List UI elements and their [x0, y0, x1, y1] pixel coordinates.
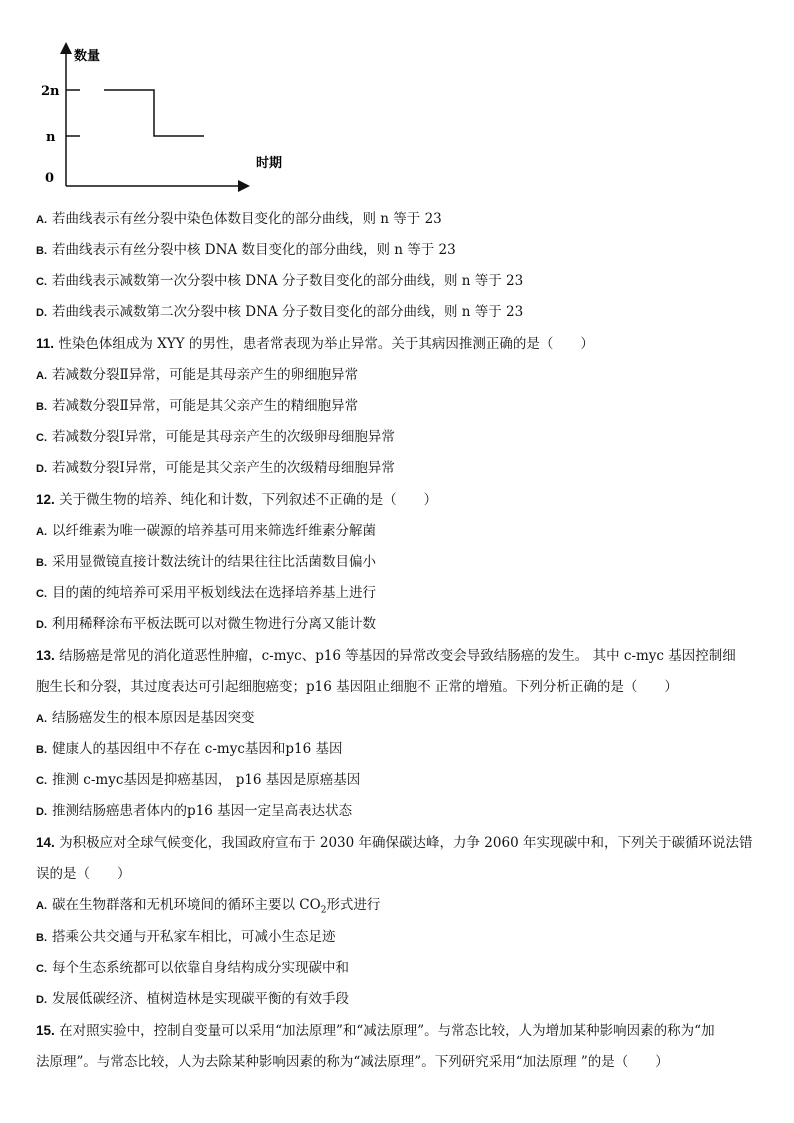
q10-option-d: D. 若曲线表示减数第二次分裂中核 DNA 分子数目变化的部分曲线，则 n 等于 23: [36, 304, 524, 320]
q10-option-a: A. 若曲线表示有丝分裂中染色体数目变化的部分曲线，则 n 等于 23: [36, 211, 442, 227]
q12-option-a: A. 以纤维素为唯一碳源的培养基可用来筛选纤维素分解菌: [36, 523, 376, 539]
q14-option-c: C. 每个生态系统都可以依靠自身结构成分实现碳中和: [36, 960, 349, 976]
q10-option-b: B. 若曲线表示有丝分裂中核 DNA 数目变化的部分曲线，则 n 等于 23: [36, 242, 456, 258]
q15-stem-line2: 法原理”。与常态比较，人为去除某种影响因素的称为“减法原理”。下列研究采用“加法原理 ”的是（ ）: [36, 1054, 669, 1070]
q12-option-c: C. 目的菌的纯培养可采用平板划线法在选择培养基上进行: [36, 585, 376, 601]
q12-option-d: D. 利用稀释涂布平板法既可以对微生物进行分离又能计数: [36, 616, 376, 632]
q14-stem-line2: 误的是（ ）: [36, 866, 131, 882]
q11-option-c: C. 若减数分裂Ⅰ异常，可能是其母亲产生的次级卵母细胞异常: [36, 429, 395, 445]
q14-option-a: A. 碳在生物群落和无机环境间的循环主要以 $CO_2$形式进行: [36, 897, 381, 916]
q11-stem: 11. 性染色体组成为 XYY 的男性，患者常表现为举止异常。关于其病因推测正确的是（ ）: [36, 336, 594, 352]
q14-option-b: B. 搭乘公共交通与开私家车相比，可减小生态足迹: [36, 929, 336, 945]
q11-option-a: A. 若减数分裂Ⅱ异常，可能是其母亲产生的卵细胞异常: [36, 367, 359, 383]
origin-label: 0: [45, 171, 55, 186]
x-axis-label: 时期: [256, 156, 283, 171]
quantity-time-graph: [36, 40, 306, 200]
q10-option-c: C. 若曲线表示减数第一次分裂中核 DNA 分子数目变化的部分曲线，则 n 等于 23: [36, 273, 524, 289]
q13-option-d: D. 推测结肠癌患者体内的p16 基因一定呈高表达状态: [36, 803, 353, 819]
data-curve: [104, 90, 204, 136]
y-tick-label-n: n: [46, 130, 56, 145]
q13-stem-line1: 13. 结肠癌是常见的消化道恶性肿瘤，c-myc、p16 等基因的异常改变会导致结肠癌的发生。 其中 c-myc 基因控制细: [36, 648, 736, 664]
q13-stem-line2: 胞生长和分裂，其过度表达可引起细胞癌变；p16 基因阻止细胞不 正常的增殖。下列分析正确的是（ ）: [36, 679, 678, 695]
q14-stem-line1: 14. 为积极应对全球气候变化，我国政府宣布于 2030 年确保碳达峰，力争 2060 年实现碳中和，下列关于碳循环说法错: [36, 835, 753, 851]
q15-stem-line1: 15. 在对照实验中，控制自变量可以采用“加法原理”和“减法原理”。与常态比较，人为增加某种影响因素的称为“加: [36, 1023, 715, 1039]
q11-option-d: D. 若减数分裂Ⅰ异常，可能是其父亲产生的次级精母细胞异常: [36, 460, 395, 476]
q13-option-b: B. 健康人的基因组中不存在 c-myc基因和p16 基因: [36, 741, 343, 757]
y-tick-label-2n: 2n: [41, 84, 60, 99]
q13-option-a: A. 结肠癌发生的根本原因是基因突变: [36, 710, 255, 726]
q12-option-b: B. 采用显微镜直接计数法统计的结果往往比活菌数目偏小: [36, 554, 376, 570]
q13-option-c: C. 推测 c-myc基因是抑癌基因， p16 基因是原癌基因: [36, 772, 361, 788]
q11-option-b: B. 若减数分裂Ⅱ异常，可能是其父亲产生的精细胞异常: [36, 398, 359, 414]
q14-option-d: D. 发展低碳经济、植树造林是实现碳平衡的有效手段: [36, 991, 349, 1007]
y-axis-label: 数量: [74, 49, 101, 64]
q12-stem: 12. 关于微生物的培养、纯化和计数，下列叙述不正确的是（ ）: [36, 492, 438, 508]
